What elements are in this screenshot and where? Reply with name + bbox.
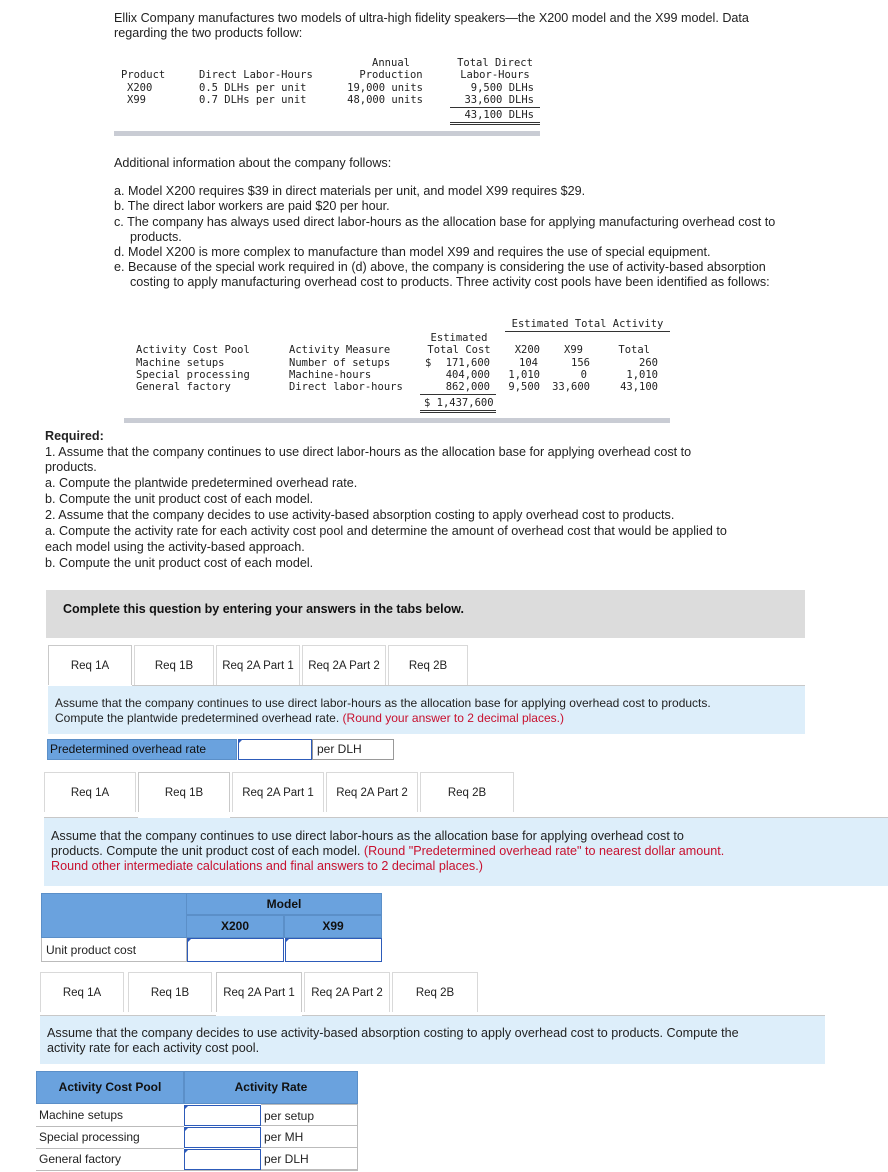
row-total: 33,600 DLHs	[464, 94, 534, 106]
row-x99: 156	[571, 357, 590, 369]
unit-per-mh: per MH	[261, 1126, 358, 1148]
additional-e-cont: costing to apply manufacturing overhead cost to products. Three activity cost pools have been identified as follows:	[130, 275, 770, 289]
required-line: b. Compute the unit product cost of each model.	[45, 556, 314, 570]
instructions-banner	[46, 590, 805, 638]
instructions-panel-1	[48, 686, 805, 734]
header-estimated: Estimated	[430, 332, 488, 344]
general-factory-rate-input[interactable]	[184, 1149, 261, 1170]
row-measure: Direct labor-hours	[289, 381, 403, 393]
additional-b: b. The direct labor workers are paid $20 per hour.	[114, 199, 390, 213]
instruction-text: Assume that the company decides to use activity-based absorption costing to apply overhead cost to products. Compute the	[47, 1026, 739, 1040]
row-x200: 9,500	[508, 381, 540, 393]
row-total: 1,010	[626, 369, 658, 381]
additional-c-cont: products.	[130, 230, 182, 244]
tab-req-1a[interactable]: Req 1A	[44, 772, 136, 812]
cost-total-rule	[420, 394, 496, 395]
pool-label: Special processing	[39, 1130, 140, 1144]
required-heading: Required:	[45, 429, 104, 443]
total-rule	[450, 107, 540, 108]
tab-req-2b[interactable]: Req 2B	[420, 772, 514, 812]
header-total: Total	[618, 344, 650, 356]
row-divider	[36, 1148, 184, 1149]
instructions-panel-2	[44, 818, 888, 886]
cost-double-rule-top	[420, 410, 496, 411]
row-cost: 862,000	[445, 381, 490, 393]
header-x99: X99	[564, 344, 583, 356]
table-corner	[41, 893, 187, 938]
row-pool: Special processing	[136, 369, 250, 381]
required-line: 2. Assume that the company decides to use activity-based absorption costing to apply overhead cost to products.	[45, 508, 675, 522]
tab-req-2b[interactable]: Req 2B	[388, 645, 468, 685]
header-estimated-total-activity: Estimated Total Activity	[511, 318, 664, 330]
header-pool: Activity Cost Pool	[136, 344, 250, 356]
row-divider	[36, 1170, 358, 1171]
instruction-text: Compute the plantwide predetermined overhead rate.	[55, 711, 340, 725]
tab-req-2a-part-2[interactable]: Req 2A Part 2	[302, 645, 386, 685]
unit-per-dlh: per DLH	[312, 739, 394, 760]
tab-req-1b[interactable]: Req 1B	[128, 972, 212, 1012]
tab-req-2a-part-1[interactable]: Req 2A Part 1	[216, 972, 302, 1012]
row-product: X200	[127, 82, 153, 94]
cost-grand-total: $ 1,437,600	[424, 397, 494, 409]
row-total: 260	[639, 357, 658, 369]
activity-table-bottom-border	[124, 418, 670, 423]
grand-total: 43,100 DLHs	[464, 109, 534, 121]
intro-line-2: regarding the two products follow:	[114, 26, 303, 40]
required-line: a. Compute the activity rate for each activity cost pool and determine the amount of overhead cost that would be applied to	[45, 524, 727, 538]
col-x200: X200	[186, 915, 284, 938]
intro-line-1: Ellix Company manufactures two models of ultra-high fidelity speakers—the X200 model and the X99 model. Data	[114, 11, 749, 25]
machine-setups-rate-input[interactable]	[184, 1105, 261, 1126]
model-header: Model	[186, 893, 382, 915]
instructions-panel-3	[40, 1016, 825, 1064]
row-x200: 1,010	[508, 369, 540, 381]
col-x99: X99	[284, 915, 382, 938]
row-dlh: 0.5 DLHs per unit	[199, 82, 307, 94]
tab-req-1a[interactable]: Req 1A	[40, 972, 124, 1012]
tab-req-2a-part-1[interactable]: Req 2A Part 1	[216, 645, 300, 685]
x99-unit-cost-input[interactable]	[285, 938, 382, 962]
row-x99: 33,600	[552, 381, 590, 393]
unit-product-cost-label: Unit product cost	[41, 938, 187, 962]
header-product: Product	[121, 69, 166, 81]
rounding-note: Round other intermediate calculations and final answers to 2 decimal places.)	[51, 859, 483, 873]
additional-a: a. Model X200 requires $39 in direct materials per unit, and model X99 requires $29.	[114, 184, 586, 198]
header-x200: X200	[514, 344, 540, 356]
additional-heading: Additional information about the company follows:	[114, 156, 392, 170]
tab-req-1b[interactable]: Req 1B	[138, 772, 230, 812]
required-line: 1. Assume that the company continues to use direct labor-hours as the allocation base for applying overhead cost to	[45, 445, 692, 459]
tab-req-2a-part-1[interactable]: Req 2A Part 1	[232, 772, 324, 812]
col-activity-cost-pool: Activity Cost Pool	[36, 1071, 184, 1104]
instruction-text: Assume that the company continues to use direct labor-hours as the allocation base for applying overhead cost to products.	[55, 696, 711, 710]
header-dlh: Direct Labor-Hours	[199, 69, 313, 81]
instruction-text: Assume that the company continues to use direct labor-hours as the allocation base for applying overhead cost to	[51, 829, 684, 843]
row-cost-sign: $	[425, 357, 432, 369]
row-measure: Number of setups	[289, 357, 391, 369]
tab-req-2b[interactable]: Req 2B	[392, 972, 478, 1012]
tab-req-1a[interactable]: Req 1A	[48, 645, 132, 685]
rounding-note: (Round your answer to 2 decimal places.)	[342, 711, 564, 725]
tab-req-2a-part-2[interactable]: Req 2A Part 2	[326, 772, 418, 812]
x200-unit-cost-input[interactable]	[187, 938, 284, 962]
unit-per-setup: per setup	[261, 1104, 358, 1126]
row-cost: 171,600	[445, 357, 490, 369]
rounding-note: (Round "Predetermined overhead rate" to nearest dollar amount.	[363, 844, 725, 858]
double-rule-top	[450, 122, 540, 123]
predetermined-rate-label: Predetermined overhead rate	[47, 739, 237, 760]
tab-req-2a-part-2[interactable]: Req 2A Part 2	[304, 972, 390, 1012]
row-cost: 404,000	[445, 369, 490, 381]
row-production: 48,000 units	[347, 94, 423, 106]
required-line: products.	[45, 460, 97, 474]
required-line: each model using the activity-based approach.	[45, 540, 305, 554]
unit-per-dlh: per DLH	[261, 1148, 358, 1170]
table-bottom-border	[114, 131, 540, 136]
required-line: a. Compute the plantwide predetermined overhead rate.	[45, 476, 358, 490]
cost-double-rule-bottom	[420, 412, 496, 413]
header-production: Production	[359, 69, 423, 81]
header-labor-hours: Labor-Hours	[460, 69, 530, 81]
col-activity-rate: Activity Rate	[184, 1071, 358, 1104]
header-annual: Annual	[372, 57, 410, 69]
banner-text: Complete this question by entering your answers in the tabs below.	[63, 602, 464, 616]
pool-label: General factory	[39, 1152, 122, 1166]
row-divider	[36, 1126, 184, 1127]
header-measure: Activity Measure	[289, 344, 391, 356]
predetermined-rate-input[interactable]	[238, 739, 312, 760]
row-production: 19,000 units	[347, 82, 423, 94]
row-product: X99	[127, 94, 146, 106]
required-line: b. Compute the unit product cost of each model.	[45, 492, 314, 506]
row-total: 9,500 DLHs	[470, 82, 534, 94]
group-rule	[505, 331, 670, 332]
row-total: 43,100	[620, 381, 658, 393]
tab-req-1b[interactable]: Req 1B	[134, 645, 214, 685]
row-measure: Machine-hours	[289, 369, 372, 381]
row-pool: Machine setups	[136, 357, 225, 369]
header-total-direct: Total Direct	[457, 57, 533, 69]
additional-d: d. Model X200 is more complex to manufacture than model X99 and requires the use of special equipment.	[114, 245, 711, 259]
pool-label: Machine setups	[39, 1108, 124, 1122]
instruction-text: products. Compute the unit product cost of each model.	[51, 844, 361, 858]
double-rule-bottom	[450, 124, 540, 125]
row-x99: 0	[580, 369, 587, 381]
header-total-cost: Total Cost	[427, 344, 491, 356]
additional-e: e. Because of the special work required in (d) above, the company is considering the use of activity-based absorption	[114, 260, 766, 274]
row-dlh: 0.7 DLHs per unit	[199, 94, 307, 106]
row-pool: General factory	[136, 381, 231, 393]
special-processing-rate-input[interactable]	[184, 1127, 261, 1148]
row-x200: 104	[519, 357, 538, 369]
additional-c: c. The company has always used direct labor-hours as the allocation base for applying manufacturing overhead cost to	[114, 215, 776, 229]
instruction-text: activity rate for each activity cost pool.	[47, 1041, 260, 1055]
